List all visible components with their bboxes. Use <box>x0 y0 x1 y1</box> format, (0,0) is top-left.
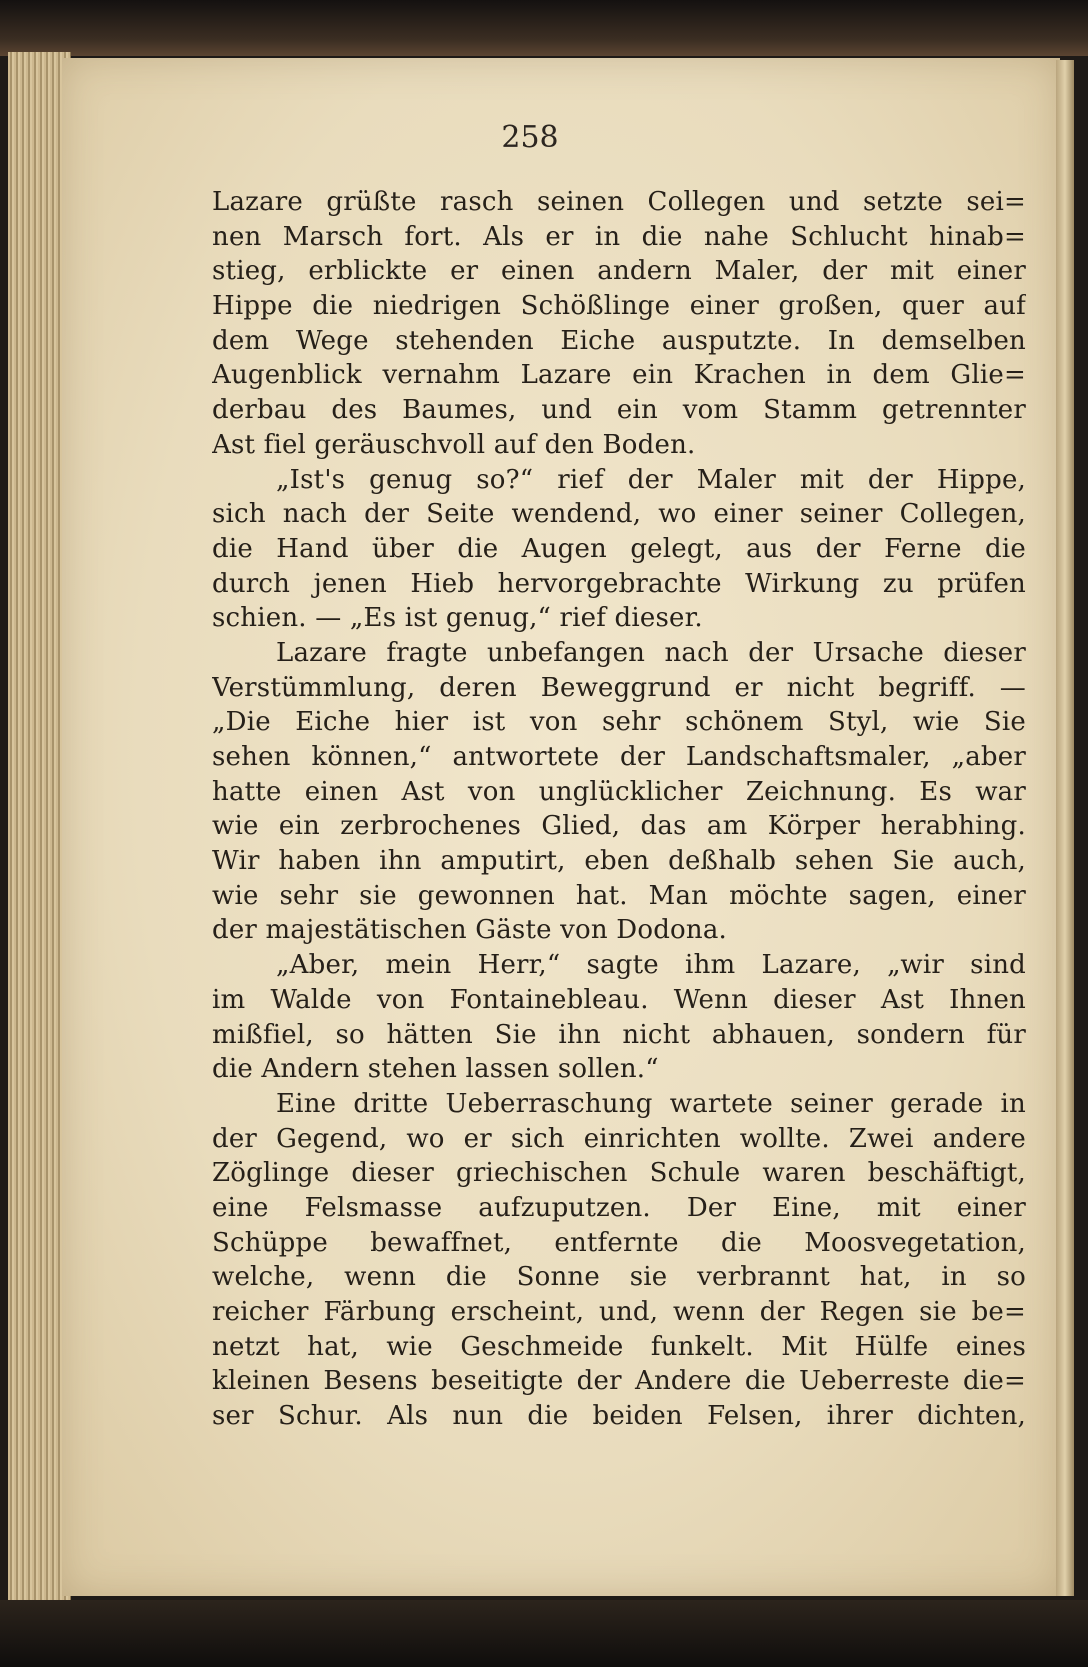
text-line: wie ein zerbrochenes Glied, das am Körper herabhing. <box>212 811 1026 842</box>
text-line: mißfiel, so hätten Sie ihn nicht abhauen, sondern für <box>212 1019 1026 1050</box>
text-line: stieg, erblickte er einen andern Maler, der mit einer <box>212 256 1026 287</box>
text-line: derbau des Baumes, und ein vom Stamm getrennter <box>212 395 1026 426</box>
text-line: Lazare fragte unbefangen nach der Ursache dieser <box>276 637 1026 668</box>
text-line: der Gegend, wo er sich einrichten wollte. Zwei andere <box>212 1123 1026 1154</box>
text-line: Verstümmlung, deren Beweggrund er nicht begriff. — <box>212 672 1026 703</box>
text-line: Wir haben ihn amputirt, eben deßhalb sehen Sie auch, <box>212 846 1026 877</box>
text-line: dem Wege stehenden Eiche ausputzte. In demselben <box>212 325 1026 356</box>
text-line: Lazare grüßte rasch seinen Collegen und setzte sei= <box>212 187 1026 217</box>
text-line: Zöglinge dieser griechischen Schule waren beschäftigt, <box>212 1158 1026 1189</box>
text-line: kleinen Besens beseitigte der Andere die Ueberreste die= <box>212 1366 1026 1397</box>
text-line: nen Marsch fort. Als er in die nahe Schlucht hinab= <box>212 221 1026 252</box>
text-line: wie sehr sie gewonnen hat. Man möchte sagen, einer <box>212 880 1026 911</box>
text-line: Schüppe bewaffnet, entfernte die Moosvegetation, <box>212 1227 1026 1258</box>
text-line: hatte einen Ast von unglücklicher Zeichnung. Es war <box>212 776 1026 807</box>
text-line: welche, wenn die Sonne sie verbrannt hat, in so <box>212 1262 1026 1293</box>
text-line: reicher Färbung erscheint, und, wenn der Regen sie be= <box>212 1297 1026 1327</box>
text-line: durch jenen Hieb hervorgebrachte Wirkung zu prüfen <box>212 568 1026 599</box>
page-fore-edge <box>1056 60 1074 1596</box>
text-line: sehen können,“ antwortete der Landschaftsmaler, „aber <box>212 742 1026 772</box>
text-line: „Ist's genug so?“ rief der Maler mit der Hippe, <box>276 464 1026 495</box>
text-line: ser Schur. Als nun die beiden Felsen, ihrer dichten, <box>212 1401 1026 1432</box>
text-line: „Die Eiche hier ist von sehr schönem Styl, wie Sie <box>212 707 1026 738</box>
text-line: der majestätischen Gäste von Dodona. <box>212 915 727 946</box>
text-line: Ast fiel geräuschvoll auf den Boden. <box>212 429 696 460</box>
page-number: 258 <box>501 120 559 155</box>
text-line: sich nach der Seite wendend, wo einer seiner Collegen, <box>212 499 1026 530</box>
text-line: die Hand über die Augen gelegt, aus der Ferne die <box>212 533 1026 564</box>
text-line: eine Felsmasse aufzuputzen. Der Eine, mit einer <box>212 1192 1026 1223</box>
text-line: „Aber, mein Herr,“ sagte ihm Lazare, „wir sind <box>276 950 1026 981</box>
text-line: netzt hat, wie Geschmeide funkelt. Mit Hülfe eines <box>212 1331 1026 1362</box>
text-line: Eine dritte Ueberraschung wartete seiner gerade in <box>276 1088 1026 1119</box>
text-line: im Walde von Fontainebleau. Wenn dieser Ast Ihnen <box>212 984 1026 1015</box>
book-binding-top <box>0 0 1088 56</box>
text-line: die Andern stehen lassen sollen.“ <box>212 1054 659 1085</box>
text-line: Augenblick vernahm Lazare ein Krachen in dem Glie= <box>212 360 1026 391</box>
body-text <box>212 185 1026 1434</box>
text-line: schien. — „Es ist genug,“ rief dieser. <box>212 603 703 634</box>
text-line: Hippe die niedrigen Schößlinge einer großen, quer auf <box>212 291 1026 322</box>
book-binding-bottom <box>0 1600 1088 1667</box>
